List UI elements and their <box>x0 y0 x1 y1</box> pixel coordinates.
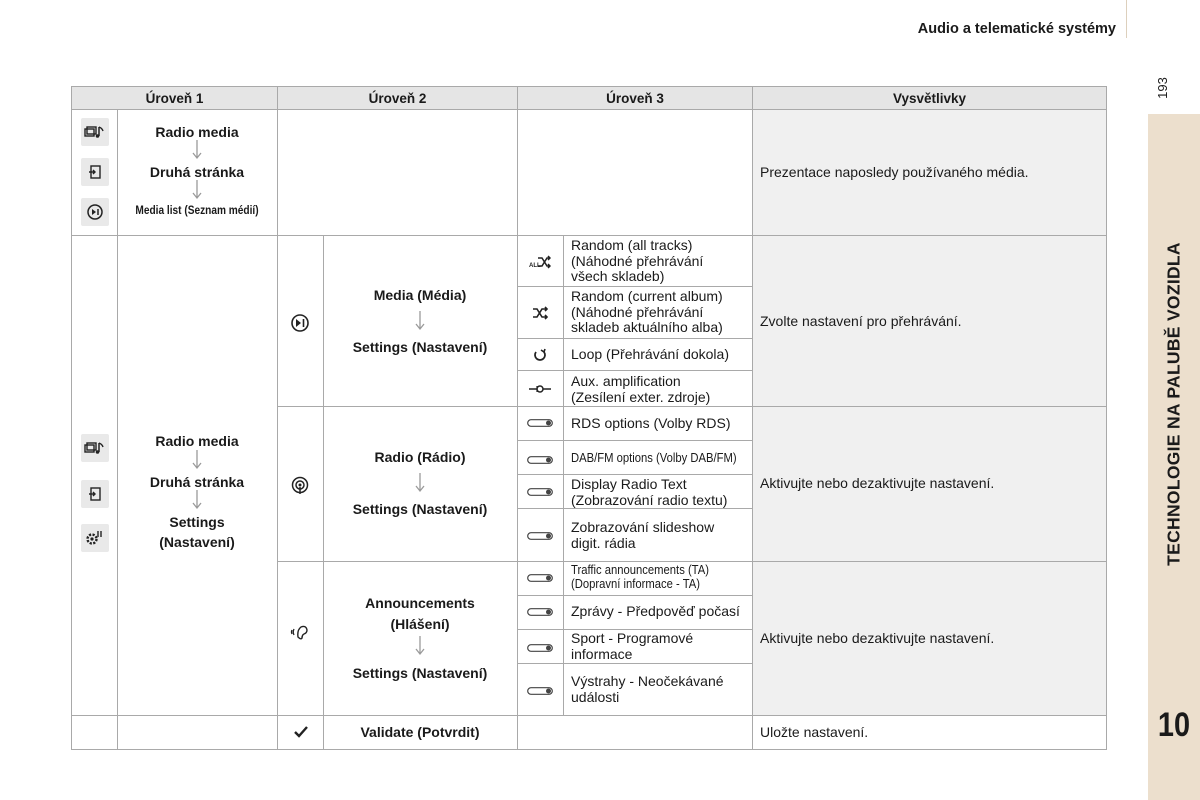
option-label: Display Radio Text (Zobrazování radio textu) <box>571 476 728 508</box>
toggle-icon <box>527 532 553 540</box>
chapter-title: TECHNOLOGIE NA PALUBĚ VOZIDLA <box>1163 242 1184 566</box>
row1-level1-label: Druhá stránka <box>149 164 245 180</box>
header-level2: Úroveň 2 <box>277 86 518 110</box>
media-title: Media (Média) <box>373 287 467 303</box>
option-label: DAB/FM options (Volby DAB/FM) <box>571 451 737 465</box>
down-arrow-icon <box>415 636 425 656</box>
down-arrow-icon <box>192 140 202 160</box>
row3-explanation: Uložte nastavení. <box>760 724 869 740</box>
row2-level1-label: (Nastavení) <box>159 534 235 550</box>
announcements-icon <box>286 622 314 642</box>
row1-level2-cell <box>277 109 518 236</box>
toggle-icon <box>527 687 553 695</box>
row2-level1-label: Druhá stránka <box>149 474 245 490</box>
down-arrow-icon <box>192 490 202 510</box>
toggle-icon <box>527 574 553 582</box>
announcements-explanation: Aktivujte nebo dezaktivujte nastavení. <box>760 630 995 646</box>
down-arrow-icon <box>415 473 425 493</box>
radio-settings-label: Settings (Nastavení) <box>352 501 488 517</box>
option-label: RDS options (Volby RDS) <box>571 415 731 431</box>
option-label: Zprávy - Předpověď počasí <box>571 603 740 619</box>
shuffle-all-icon <box>526 252 554 272</box>
media-list-icon <box>81 198 109 226</box>
toggle-icon <box>527 419 553 427</box>
media-source-icon <box>81 434 109 462</box>
announcements-title: Announcements (Hlášení) <box>365 595 475 632</box>
media-explanation: Zvolte nastavení pro přehrávání. <box>760 313 962 329</box>
header-level1: Úroveň 1 <box>71 86 278 110</box>
toggle-icon <box>527 644 553 652</box>
checkmark-icon <box>287 722 315 742</box>
row3-level1-cell <box>117 715 278 750</box>
down-arrow-icon <box>192 180 202 200</box>
option-label: Zobrazování slideshow digit. rádia <box>571 519 715 551</box>
option-label: Výstrahy - Neočekávané události <box>571 673 724 705</box>
svg-text:ALL: ALL <box>529 263 541 269</box>
loop-icon <box>526 345 554 365</box>
chapter-number: 10 <box>1157 706 1191 744</box>
row2-level1-label: Settings <box>169 514 225 530</box>
media-source-icon <box>81 118 109 146</box>
option-label: Loop (Přehrávání dokola) <box>571 346 729 362</box>
media-settings-label: Settings (Nastavení) <box>352 339 488 355</box>
aux-amplification-icon <box>526 379 554 399</box>
row3-level3-cell <box>517 715 753 750</box>
row2-level1-label: Radio media <box>155 433 239 449</box>
toggle-icon <box>527 608 553 616</box>
header-level3: Úroveň 3 <box>517 86 753 110</box>
media-player-icon <box>286 313 314 333</box>
radio-icon <box>286 475 314 495</box>
option-label: Random (all tracks) (Náhodné přehrávání všech skladeb) <box>571 237 704 284</box>
option-label: Random (current album) (Náhodné přehrávání skladeb aktuálního alba) <box>571 288 723 335</box>
header-divider <box>1126 0 1127 38</box>
validate-label: Validate (Potvrdit) <box>360 724 480 740</box>
option-label: Aux. amplification (Zesílení exter. zdroje) <box>571 373 711 405</box>
header-explanation: Vysvětlivky <box>752 86 1107 110</box>
row3-icon-cell <box>71 715 118 750</box>
shuffle-icon <box>526 303 554 323</box>
row1-explanation: Prezentace naposledy používaného média. <box>760 164 1029 180</box>
second-page-icon <box>81 480 109 508</box>
announcements-settings-label: Settings (Nastavení) <box>352 665 488 681</box>
down-arrow-icon <box>192 450 202 470</box>
toggle-icon <box>527 456 553 464</box>
radio-title: Radio (Rádio) <box>374 449 466 465</box>
option-label: Sport - Programové informace <box>571 630 694 662</box>
row1-level1-label: Radio media <box>155 124 239 140</box>
second-page-icon <box>81 158 109 186</box>
toggle-icon <box>527 488 553 496</box>
down-arrow-icon <box>415 311 425 331</box>
row2-icon-cell <box>71 235 118 716</box>
section-title: Audio a telematické systémy <box>917 21 1116 37</box>
page-number: 193 <box>1154 77 1170 99</box>
settings-icon <box>81 524 109 552</box>
radio-explanation: Aktivujte nebo dezaktivujte nastavení. <box>760 475 995 491</box>
row1-level3-cell <box>517 109 753 236</box>
option-label: Traffic announcements (TA) (Dopravní informace - TA) <box>571 563 709 591</box>
row1-level1-label: Media list (Seznam médií) <box>135 205 259 217</box>
